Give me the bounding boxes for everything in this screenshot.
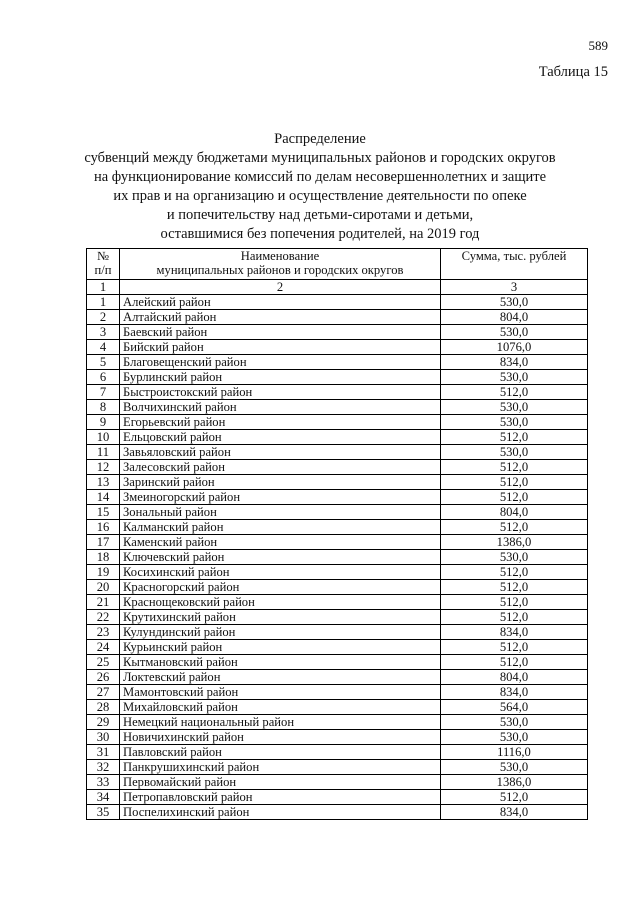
row-name: Крутихинский район	[120, 610, 441, 625]
row-number: 33	[87, 775, 120, 790]
row-number: 26	[87, 670, 120, 685]
row-number: 27	[87, 685, 120, 700]
title-line: и попечительству над детьми-сиротами и детьми,	[166, 207, 474, 223]
row-number: 9	[87, 415, 120, 430]
subvention-table	[86, 248, 588, 820]
table-row	[87, 760, 588, 775]
table-row	[87, 580, 588, 595]
row-sum: 530,0	[441, 295, 588, 310]
row-sum: 530,0	[441, 730, 588, 745]
row-sum: 530,0	[441, 415, 588, 430]
row-number: 29	[87, 715, 120, 730]
row-number: 18	[87, 550, 120, 565]
row-sum: 834,0	[441, 685, 588, 700]
table-row	[87, 415, 588, 430]
row-name: Новичихинский район	[120, 730, 441, 745]
row-name: Завьяловский район	[120, 445, 441, 460]
row-number: 32	[87, 760, 120, 775]
row-sum: 834,0	[441, 625, 588, 640]
row-number: 15	[87, 505, 120, 520]
row-sum: 530,0	[441, 715, 588, 730]
row-name: Курьинский район	[120, 640, 441, 655]
row-number: 25	[87, 655, 120, 670]
row-number: 6	[87, 370, 120, 385]
table-row	[87, 745, 588, 760]
row-sum: 804,0	[441, 505, 588, 520]
table-row	[87, 385, 588, 400]
row-name: Бийский район	[120, 340, 441, 355]
row-sum: 1116,0	[441, 745, 588, 760]
table-row	[87, 685, 588, 700]
table-row	[87, 730, 588, 745]
row-number: 22	[87, 610, 120, 625]
row-name: Петропавловский район	[120, 790, 441, 805]
row-sum: 512,0	[441, 640, 588, 655]
row-number: 24	[87, 640, 120, 655]
title-line: на функционирование комиссий по делам несовершеннолетних и защите	[93, 169, 547, 185]
row-number: 35	[87, 805, 120, 820]
table-row	[87, 610, 588, 625]
row-sum: 512,0	[441, 385, 588, 400]
header-name-line1: Наименование	[240, 249, 320, 263]
row-number: 3	[87, 325, 120, 340]
row-name: Панкрушихинский район	[120, 760, 441, 775]
row-number: 2	[87, 310, 120, 325]
row-name: Немецкий национальный район	[120, 715, 441, 730]
row-number: 12	[87, 460, 120, 475]
page-number: 589	[588, 38, 608, 53]
row-name: Алейский район	[120, 295, 441, 310]
table-row	[87, 775, 588, 790]
row-sum: 564,0	[441, 700, 588, 715]
column-number: 1	[87, 280, 120, 295]
header-number	[87, 249, 120, 280]
row-sum: 834,0	[441, 805, 588, 820]
row-number: 7	[87, 385, 120, 400]
table-row	[87, 340, 588, 355]
row-number: 34	[87, 790, 120, 805]
row-name: Зональный район	[120, 505, 441, 520]
row-name: Егорьевский район	[120, 415, 441, 430]
row-sum: 834,0	[441, 355, 588, 370]
row-sum: 512,0	[441, 460, 588, 475]
row-name: Бурлинский район	[120, 370, 441, 385]
row-number: 21	[87, 595, 120, 610]
header-name-line2: муниципальных районов и городских округов	[156, 263, 404, 277]
table-row	[87, 325, 588, 340]
table-row	[87, 295, 588, 310]
row-sum: 530,0	[441, 760, 588, 775]
row-name: Михайловский район	[120, 700, 441, 715]
table-row	[87, 460, 588, 475]
row-sum: 530,0	[441, 550, 588, 565]
table-row	[87, 490, 588, 505]
row-name: Ельцовский район	[120, 430, 441, 445]
table-row	[87, 670, 588, 685]
header-number-line1: №	[96, 249, 110, 263]
row-sum: 1386,0	[441, 535, 588, 550]
row-number: 30	[87, 730, 120, 745]
row-number: 8	[87, 400, 120, 415]
row-name: Благовещенский район	[120, 355, 441, 370]
row-sum: 512,0	[441, 430, 588, 445]
row-sum: 530,0	[441, 400, 588, 415]
row-number: 5	[87, 355, 120, 370]
row-number: 10	[87, 430, 120, 445]
column-number-row	[87, 280, 588, 295]
table-body	[87, 295, 588, 820]
row-sum: 530,0	[441, 325, 588, 340]
table-row	[87, 310, 588, 325]
row-sum: 512,0	[441, 490, 588, 505]
row-number: 14	[87, 490, 120, 505]
row-number: 20	[87, 580, 120, 595]
header-sum: Сумма, тыс. рублей	[441, 249, 588, 280]
row-sum: 804,0	[441, 310, 588, 325]
table-label: Таблица 15	[538, 64, 608, 80]
column-number: 3	[441, 280, 588, 295]
row-number: 17	[87, 535, 120, 550]
row-sum: 512,0	[441, 580, 588, 595]
table-row	[87, 595, 588, 610]
row-sum: 512,0	[441, 520, 588, 535]
table-row	[87, 655, 588, 670]
row-name: Калманский район	[120, 520, 441, 535]
row-sum: 512,0	[441, 475, 588, 490]
column-number: 2	[120, 280, 441, 295]
table-row	[87, 445, 588, 460]
table-row	[87, 625, 588, 640]
row-name: Волчихинский район	[120, 400, 441, 415]
row-number: 16	[87, 520, 120, 535]
table-header-row	[87, 249, 588, 280]
row-name: Павловский район	[120, 745, 441, 760]
row-sum: 512,0	[441, 790, 588, 805]
row-name: Ключевский район	[120, 550, 441, 565]
row-name: Косихинский район	[120, 565, 441, 580]
table-row	[87, 640, 588, 655]
row-name: Баевский район	[120, 325, 441, 340]
row-number: 1	[87, 295, 120, 310]
document-title	[0, 130, 640, 244]
header-name	[120, 249, 441, 280]
row-sum: 512,0	[441, 595, 588, 610]
table-row	[87, 805, 588, 820]
row-name: Краснощековский район	[120, 595, 441, 610]
title-line: оставшимися без попечения родителей, на 2019 год	[160, 226, 480, 242]
row-sum: 512,0	[441, 655, 588, 670]
table-row	[87, 400, 588, 415]
title-line: Распределение	[274, 131, 366, 147]
row-sum: 1386,0	[441, 775, 588, 790]
row-name: Змеиногорский район	[120, 490, 441, 505]
row-name: Кытмановский район	[120, 655, 441, 670]
row-sum: 512,0	[441, 565, 588, 580]
row-sum: 530,0	[441, 445, 588, 460]
row-number: 4	[87, 340, 120, 355]
row-name: Залесовский район	[120, 460, 441, 475]
row-number: 19	[87, 565, 120, 580]
table-row	[87, 715, 588, 730]
table-row	[87, 790, 588, 805]
row-name: Локтевский район	[120, 670, 441, 685]
header-number-line2: п/п	[94, 263, 112, 277]
row-number: 13	[87, 475, 120, 490]
row-name: Мамонтовский район	[120, 685, 441, 700]
row-number: 23	[87, 625, 120, 640]
row-number: 31	[87, 745, 120, 760]
row-name: Каменский район	[120, 535, 441, 550]
row-name: Кулундинский район	[120, 625, 441, 640]
table-row	[87, 355, 588, 370]
table-row	[87, 565, 588, 580]
table-row	[87, 505, 588, 520]
row-sum: 512,0	[441, 610, 588, 625]
table-row	[87, 475, 588, 490]
row-name: Первомайский район	[120, 775, 441, 790]
row-name: Алтайский район	[120, 310, 441, 325]
table-row	[87, 370, 588, 385]
table-row	[87, 430, 588, 445]
row-number: 11	[87, 445, 120, 460]
table-row	[87, 520, 588, 535]
table-row	[87, 535, 588, 550]
row-number: 28	[87, 700, 120, 715]
row-sum: 804,0	[441, 670, 588, 685]
row-sum: 530,0	[441, 370, 588, 385]
title-line: субвенций между бюджетами муниципальных районов и городских округов	[84, 150, 556, 166]
row-name: Красногорский район	[120, 580, 441, 595]
row-sum: 1076,0	[441, 340, 588, 355]
row-name: Быстроистокский район	[120, 385, 441, 400]
row-name: Поспелихинский район	[120, 805, 441, 820]
table-row	[87, 550, 588, 565]
table-row	[87, 700, 588, 715]
row-name: Заринский район	[120, 475, 441, 490]
title-line: их прав и на организацию и осуществление деятельности по опеке	[113, 188, 527, 204]
